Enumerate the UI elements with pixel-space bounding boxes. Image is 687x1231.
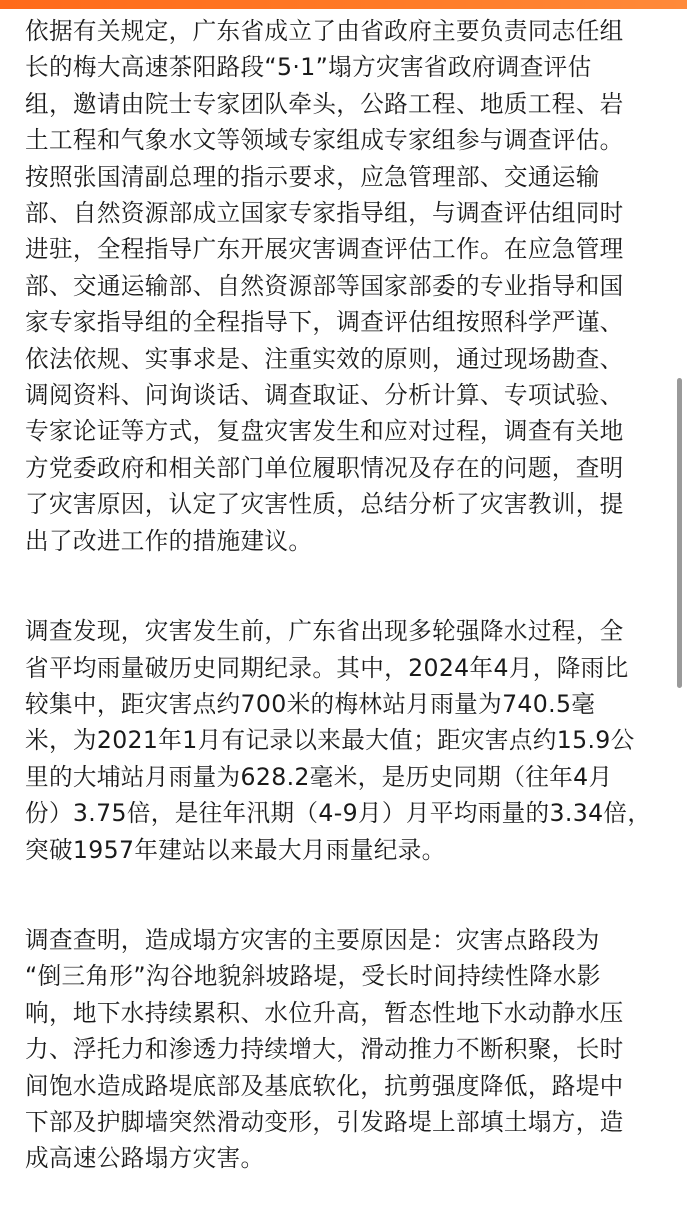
text-line: 省平均雨量破历史同期纪录。其中，2024年4月，降雨比 bbox=[25, 653, 629, 682]
text-line: 里的大埔站月雨量为628.2毫米，是历史同期（往年4月 bbox=[25, 762, 613, 791]
text-line: 份）3.75倍，是往年汛期（4-9月）月平均雨量的3.34倍， bbox=[25, 799, 652, 828]
article-body bbox=[25, 13, 665, 1231]
text-line: 成高速公路塌方灾害。 bbox=[25, 1144, 265, 1173]
text-line: 依据有关规定，广东省成立了由省政府主要负责同志任组 bbox=[25, 17, 624, 45]
text-line: 了灾害原因，认定了灾害性质，总结分析了灾害教训，提 bbox=[25, 490, 624, 519]
text-line: 调查发现，灾害发生前，广东省出现多轮强降水过程，全 bbox=[25, 617, 624, 646]
text-line: 长的梅大高速茶阳路段“5·1”塌方灾害省政府调查评估 bbox=[25, 53, 592, 82]
text-line: 出了改进工作的措施建议。 bbox=[25, 526, 313, 555]
text-line: 响，地下水持续累积、水位升高，暂态性地下水动静水压 bbox=[25, 998, 624, 1027]
text-line: 调阅资料、问询谈话、调查取证、分析计算、专项试验、 bbox=[25, 381, 624, 410]
paragraph-rainfall-findings bbox=[25, 613, 665, 868]
text-line: 下部及护脚墙突然滑动变形，引发路堤上部填土塌方，造 bbox=[25, 1107, 624, 1136]
text-line: 部、自然资源部成立国家专家指导组，与调查评估组同时 bbox=[25, 199, 624, 228]
vertical-scrollbar[interactable] bbox=[677, 378, 682, 688]
text-line: 调查查明，造成塌方灾害的主要原因是：灾害点路段为 bbox=[25, 925, 600, 954]
text-line: 组，邀请由院士专家团队牵头，公路工程、地质工程、岩 bbox=[25, 89, 624, 118]
text-line: 按照张国清副总理的指示要求，应急管理部、交通运输 bbox=[25, 162, 600, 191]
text-line: 米，为2021年1月有记录以来最大值；距灾害点约15.9公 bbox=[25, 726, 635, 755]
top-accent-bar bbox=[0, 0, 687, 9]
text-line: 土工程和气象水文等领域专家组成专家组参与调查评估。 bbox=[25, 126, 624, 155]
text-line: 较集中，距灾害点约700米的梅林站月雨量为740.5毫 bbox=[25, 689, 596, 718]
text-line: 专家论证等方式，复盘灾害发生和应对过程，调查有关地 bbox=[25, 417, 624, 446]
text-line: 部、交通运输部、自然资源部等国家部委的专业指导和国 bbox=[25, 271, 624, 300]
text-line: 力、浮托力和渗透力持续增大，滑动推力不断积聚，长时 bbox=[25, 1035, 624, 1064]
text-line: 家专家指导组的全程指导下，调查评估组按照科学严谨、 bbox=[25, 308, 624, 337]
paragraph-main-cause bbox=[25, 922, 665, 1177]
text-line: 依法依规、实事求是、注重实效的原则，通过现场勘查、 bbox=[25, 344, 624, 373]
text-line: 突破1957年建站以来最大月雨量纪录。 bbox=[25, 835, 446, 864]
text-line: 方党委政府和相关部门单位履职情况及存在的问题，查明 bbox=[25, 453, 624, 482]
text-line: “倒三角形”沟谷地貌斜坡路堤，受长时间持续性降水影 bbox=[25, 962, 601, 991]
text-line: 间饱水造成路堤底部及基底软化，抗剪强度降低，路堤中 bbox=[25, 1071, 624, 1100]
paragraph-investigation-team bbox=[25, 13, 665, 559]
text-line: 进驻，全程指导广东开展灾害调查评估工作。在应急管理 bbox=[25, 235, 624, 264]
